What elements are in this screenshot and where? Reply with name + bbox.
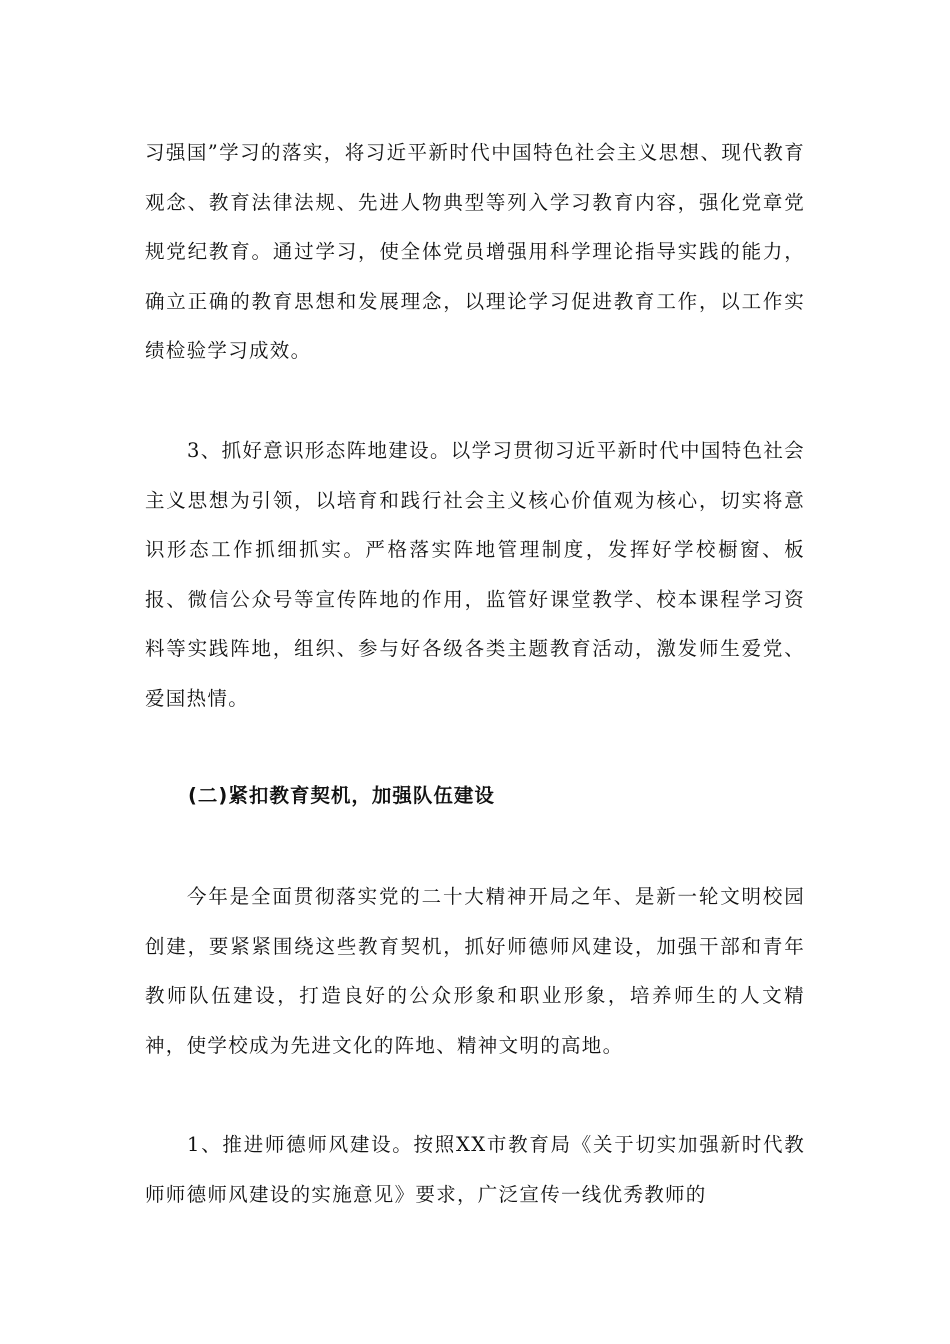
paragraph-education-opportunity: 今年是全面贯彻落实党的二十大精神开局之年、是新一轮文明校园创建，要紧紧围绕这些教育契机，抓好师德师风建设，加强干部和青年教师队伍建设，打造良好的公众形象和职业形象，培养师生的人文精神，使学校成为先进文化的阵地、精神文明的高地。	[145, 885, 805, 1057]
paragraph-teacher-ethics: 1、推进师德师风建设。按照XX市教育局《关于切实加强新时代教师师德师风建设的实施意见》要求，广泛宣传一线优秀教师的	[145, 1133, 805, 1206]
section-heading-team-building: (二)紧扣教育契机，加强队伍建设	[188, 784, 495, 807]
paragraph-study-implementation: 习强国”学习的落实，将习近平新时代中国特色社会主义思想、现代教育观念、教育法律法规、先进人物典型等列入学习教育内容，强化党章党规党纪教育。通过学习，使全体党员增强用科学理论指导实践的能力，确立正确的教育思想和发展理念，以理论学习促进教育工作，以工作实绩检验学习成效。	[145, 141, 805, 362]
paragraph-ideology-position: 3、抓好意识形态阵地建设。以学习贯彻习近平新时代中国特色社会主义思想为引领，以培育和践行社会主义核心价值观为核心，切实将意识形态工作抓细抓实。严格落实阵地管理制度，发挥好学校橱窗、板报、微信公众号等宣传阵地的作用，监管好课堂教学、校本课程学习资料等实践阵地，组织、参与好各级各类主题教育活动，激发师生爱党、爱国热情。	[145, 439, 805, 710]
